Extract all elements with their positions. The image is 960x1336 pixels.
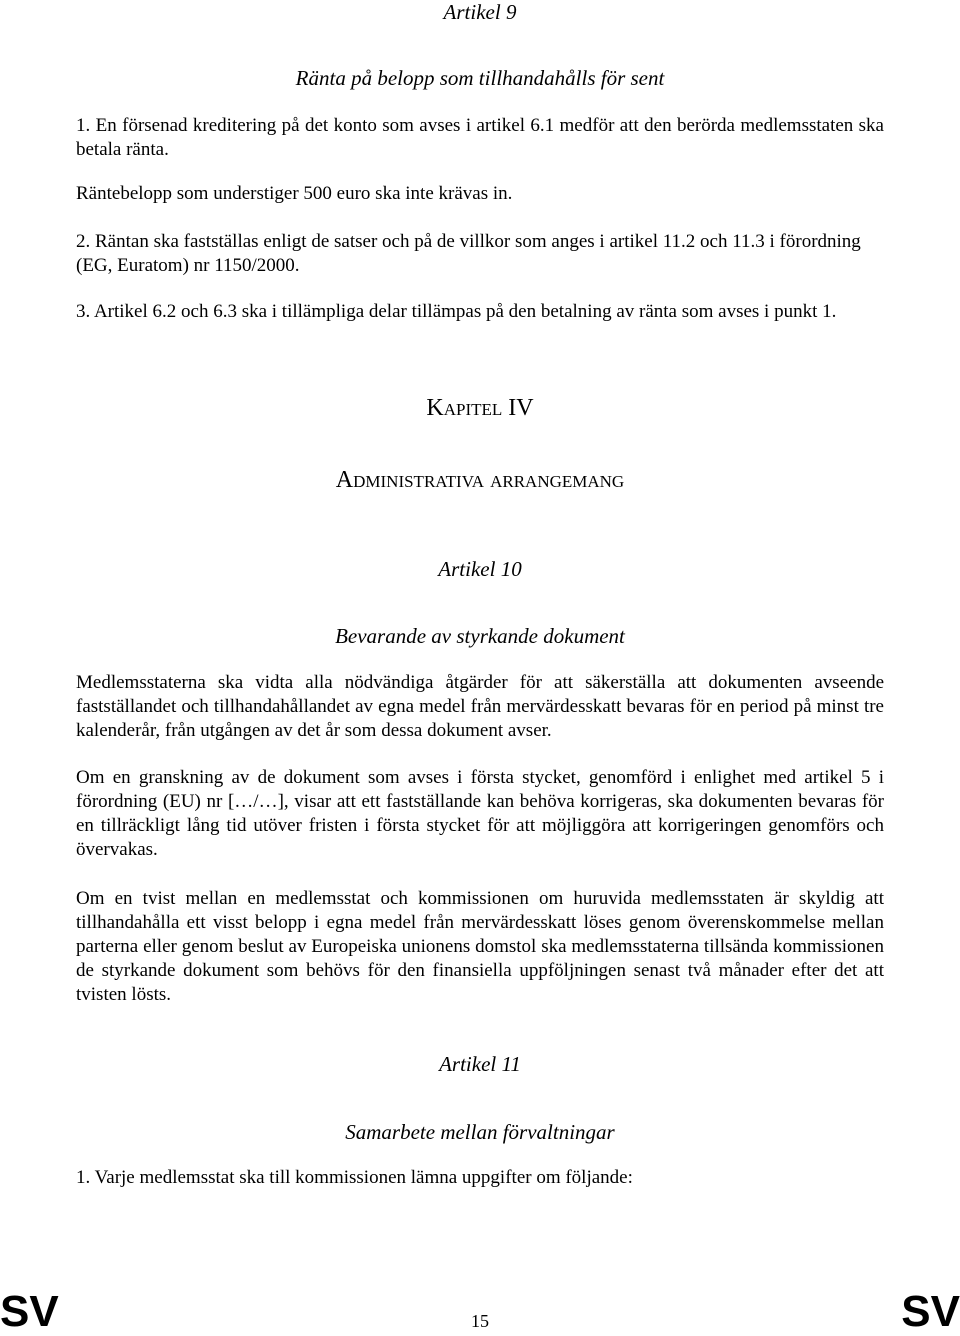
article-11-paragraph-1: 1. Varje medlemsstat ska till kommissionen lämna uppgifter om följande:: [76, 1167, 633, 1188]
article-10-heading: Artikel 10: [438, 557, 522, 581]
footer-page-number: 15: [471, 1311, 489, 1331]
article-11-subtitle: Samarbete mellan förvaltningar: [345, 1120, 615, 1144]
chapter-subtitle: Administrativa arrangemang: [335, 467, 625, 493]
article-9-paragraph-2: Räntebelopp som understiger 500 euro ska inte krävas in.: [76, 183, 513, 204]
footer-language-right: SV: [901, 1287, 960, 1336]
article-9-paragraph-4: 3. Artikel 6.2 och 6.3 ska i tillämpliga delar tillämpas på den betalning av ränta som avses i punkt 1.: [76, 301, 837, 322]
article-9-subtitle: Ränta på belopp som tillhandahålls för sent: [295, 66, 665, 90]
footer-language-left: SV: [0, 1287, 59, 1336]
article-9-paragraph-3: 2. Räntan ska fastställas enligt de satser och på de villkor som anges i artikel 11.2 och 11.3 i förordning (EG, Euratom) nr 1150/2000.: [76, 231, 861, 276]
article-10-subtitle: Bevarande av styrkande dokument: [335, 624, 625, 648]
article-10-paragraph-2: Om en granskning av de dokument som avses i första stycket, genomförd i enlighet med artikel 5 i förordning (EU) nr […/…], visar att ett fastställande kan behöva korrigeras, ska dokumenten bevaras för en tillräckligt lång tid utöver fristen i första stycket för att möjliggöra att korrigeringen genomförs och övervakas.: [76, 767, 884, 860]
article-11-heading: Artikel 11: [439, 1052, 521, 1076]
chapter-title: Kapitel IV: [426, 395, 534, 421]
article-10-paragraph-1: Medlemsstaterna ska vidta alla nödvändiga åtgärder för att säkerställa att dokumenten avseende fastställandet och tillhandahållandet av egna medel från mervärdesskatt bevaras för en period på minst tre kalenderår, från utgången av det år som dessa dokument avser.: [76, 672, 884, 741]
article-9-heading: Artikel 9: [443, 0, 517, 24]
article-10-paragraph-3: Om en tvist mellan en medlemsstat och kommissionen om huruvida medlemsstaten är skyldig att tillhandahålla ett visst belopp i egna medel från mervärdesskatt löses genom överenskommelse mellan parterna eller genom beslut av Europeiska unionens domstol ska medlemsstaterna tillsända kommissionen de styrkande dokument som behövs för den finansiella uppföljningen senast två månader efter det att tvisten lösts.: [76, 888, 884, 1005]
article-9-paragraph-1: 1. En försenad kreditering på det konto som avses i artikel 6.1 medför att den berörda medlemsstaten ska betala ränta.: [76, 115, 884, 160]
